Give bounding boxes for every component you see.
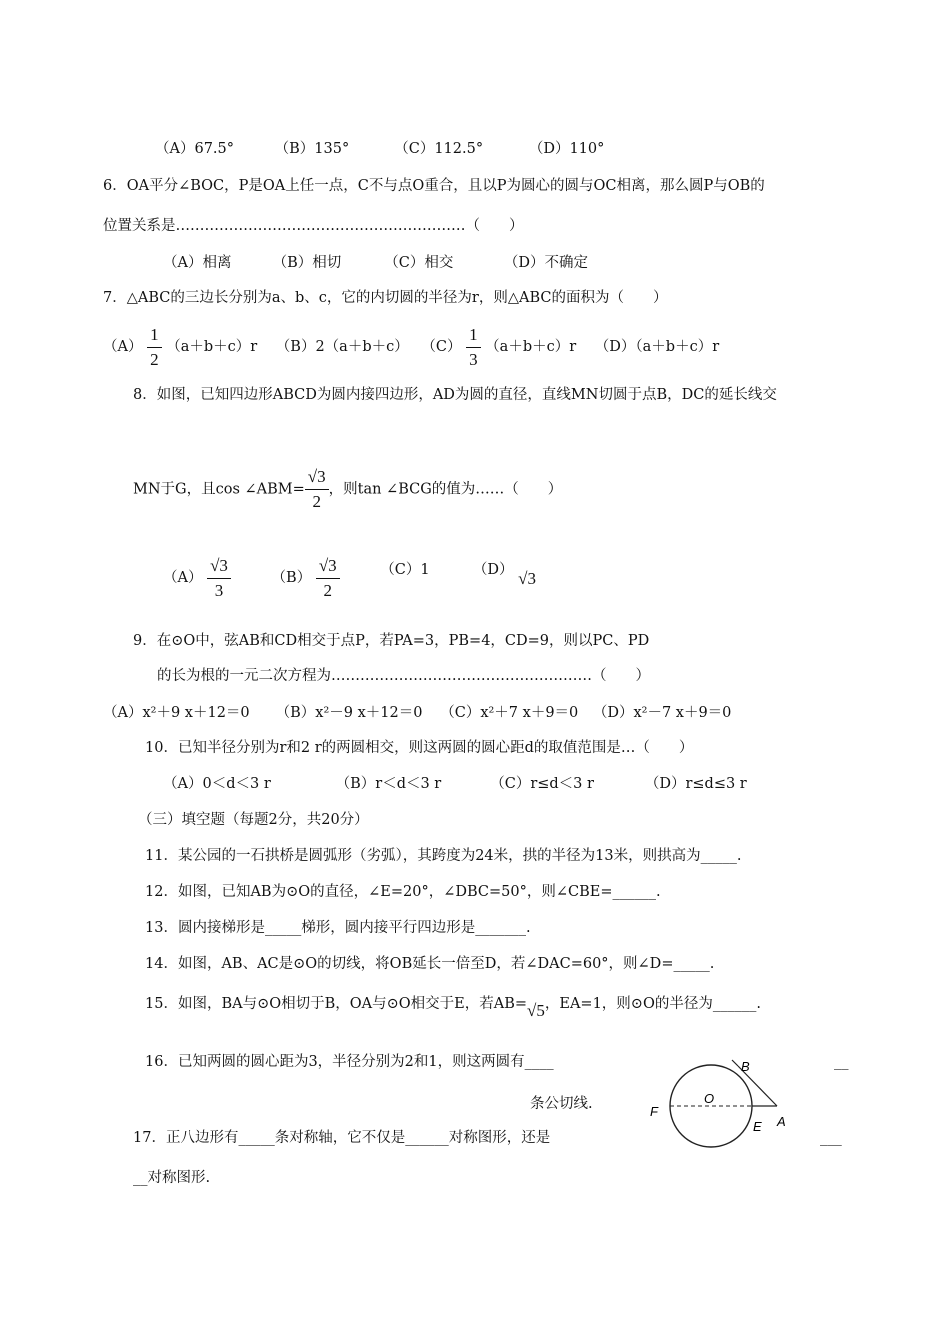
q7-option-c-fraction xyxy=(466,323,481,372)
q7-option-b: （B）2（a＋b＋c） xyxy=(275,339,409,355)
fraction-numerator: √3 xyxy=(207,554,231,579)
q10-option-c: （C）r≤d＜3 r xyxy=(490,776,594,792)
circle-o xyxy=(670,1065,752,1147)
q8-stem-line2 xyxy=(133,465,562,514)
q8-option-b-fraction xyxy=(316,554,340,603)
q15-text-start: 15．如图，BA与⊙O相切于B，OA与⊙O相交于E，若AB= xyxy=(145,996,528,1012)
q10-options xyxy=(163,774,747,794)
q8-stem-line1: 8．如图，已知四边形ABCD为圆内接四边形，AD为圆的直径，直线MN切圆于点B，DC的延长线交 xyxy=(133,387,777,403)
q6-option-a: （A）相离 xyxy=(163,255,232,271)
q6-stem-line1: 6．OA平分∠BOC，P是OA上任一点，C不与点O重合，且以P为圆心的圆与OC相离，那么圆P与OB的 xyxy=(103,178,765,194)
q15-text-end: ，EA=1，则⊙O的半径为______. xyxy=(544,996,761,1012)
tangent-line-extension xyxy=(732,1060,738,1066)
q7-stem: 7．△ABC的三边长分别为a、b、c，它的内切圆的半径为r，则△ABC的面积为（ ） xyxy=(103,290,668,306)
q5-option-c: （C）112.5° xyxy=(394,141,484,157)
q10-option-d: （D）r≤d≤3 r xyxy=(644,776,747,792)
section-heading: （三）填空题（每题2分，共20分） xyxy=(138,812,369,828)
q7-option-a-label: （A） xyxy=(103,339,143,355)
label-f: F xyxy=(650,1104,658,1119)
q9-option-c: （C）x²＋7 x＋9＝0 xyxy=(440,705,579,721)
q9-option-d: （D）x²－7 x＋9＝0 xyxy=(592,705,732,721)
q7-option-a-fraction xyxy=(147,323,162,372)
q12: 12．如图，已知AB为⊙O的直径，∠E=20°，∠DBC=50°，则∠CBE=______. xyxy=(145,884,661,900)
fraction-denominator: 3 xyxy=(469,349,478,369)
q14: 14．如图，AB、AC是⊙O的切线，将OB延长一倍至D，若∠DAC=60°，则∠D=_____. xyxy=(145,956,715,972)
q8-cos-text: MN于G，且cos ∠ABM= xyxy=(133,481,305,498)
q17-line1-tail: ___ xyxy=(820,1130,842,1146)
q8-cos-fraction xyxy=(305,465,329,514)
q5-option-d: （D）110° xyxy=(528,141,605,157)
q10-stem: 10．已知半径分别为r和2 r的两圆相交，则这两圆的圆心距d的取值范围是…（ ） xyxy=(145,740,694,756)
label-o: O xyxy=(704,1091,715,1106)
q8-option-d-value: √3 xyxy=(518,569,536,588)
q6-option-b: （B）相切 xyxy=(272,255,342,271)
q8-option-d-label: （D） xyxy=(472,562,514,578)
q6-option-c: （C）相交 xyxy=(384,255,454,271)
q9-option-a: （A）x²＋9 x＋12＝0 xyxy=(103,705,250,721)
q17-line2: __对称图形. xyxy=(133,1170,211,1186)
label-b: B xyxy=(741,1059,750,1074)
q15-sqrt: √5 xyxy=(527,1001,545,1020)
fraction-denominator: 2 xyxy=(312,492,321,511)
fraction-numerator: 1 xyxy=(147,323,162,348)
q5-option-a: （A）67.5° xyxy=(155,141,235,157)
q8-option-b-label: （B） xyxy=(271,570,312,586)
q9-options xyxy=(103,703,731,723)
fraction-denominator: 2 xyxy=(323,580,332,600)
q8-option-a-fraction xyxy=(207,554,231,603)
q8-option-c: （C）1 xyxy=(380,562,430,578)
q7-option-d: （D）（a＋b＋c）r xyxy=(594,339,720,355)
label-e: E xyxy=(753,1119,762,1134)
q6-option-d: （D）不确定 xyxy=(503,255,588,271)
q7-option-c-tail: （a＋b＋c）r xyxy=(485,339,577,355)
q8-options xyxy=(163,550,536,603)
q17-line1: 17．正八边形有_____条对称轴，它不仅是______对称图形，还是 xyxy=(133,1130,551,1146)
fraction-denominator: 3 xyxy=(214,580,224,600)
q16-line1: 16．已知两圆的圆心距为3，半径分别为2和1，则这两圆有____ xyxy=(145,1054,554,1070)
q10-option-a: （A）0＜d＜3 r xyxy=(163,776,271,792)
q8-tan-text: ，则tan ∠BCG的值为……（ ） xyxy=(328,481,563,498)
q8-option-a-label: （A） xyxy=(163,570,203,586)
q9-stem-line2: 的长为根的一元二次方程为………………………………………………（ ） xyxy=(157,668,650,684)
q16-line1-tail: __ xyxy=(834,1054,849,1070)
q5-option-b: （B）135° xyxy=(274,141,350,157)
fraction-numerator: √3 xyxy=(316,554,340,579)
q13: 13．圆内接梯形是_____梯形，圆内接平行四边形是_______. xyxy=(145,920,531,936)
q7-option-c-label: （C） xyxy=(421,339,462,355)
q5-options xyxy=(155,139,604,159)
q6-stem-line2: 位置关系是……………………………………………………（ ） xyxy=(103,218,524,234)
q15 xyxy=(145,990,761,1025)
fraction-denominator: 2 xyxy=(150,349,159,369)
geometry-figure xyxy=(640,1058,800,1158)
q11: 11．某公园的一石拱桥是圆弧形（劣弧），其跨度为24米，拱的半径为13米，则拱高为_____. xyxy=(145,848,742,864)
q9-option-b: （B）x²－9 x＋12＝0 xyxy=(275,705,423,721)
q6-options xyxy=(163,253,588,273)
q9-stem-line1: 9．在⊙O中，弦AB和CD相交于点P，若PA=3，PB=4，CD=9，则以PC、PD xyxy=(133,633,650,649)
fraction-numerator: 1 xyxy=(466,323,481,348)
q7-options xyxy=(103,322,719,372)
q10-option-b: （B）r＜d＜3 r xyxy=(335,776,442,792)
fraction-numerator: √3 xyxy=(305,465,329,490)
q7-option-a-tail: （a＋b＋c）r xyxy=(166,339,258,355)
q16-line2: 条公切线. xyxy=(530,1096,593,1112)
label-a: A xyxy=(777,1114,786,1129)
